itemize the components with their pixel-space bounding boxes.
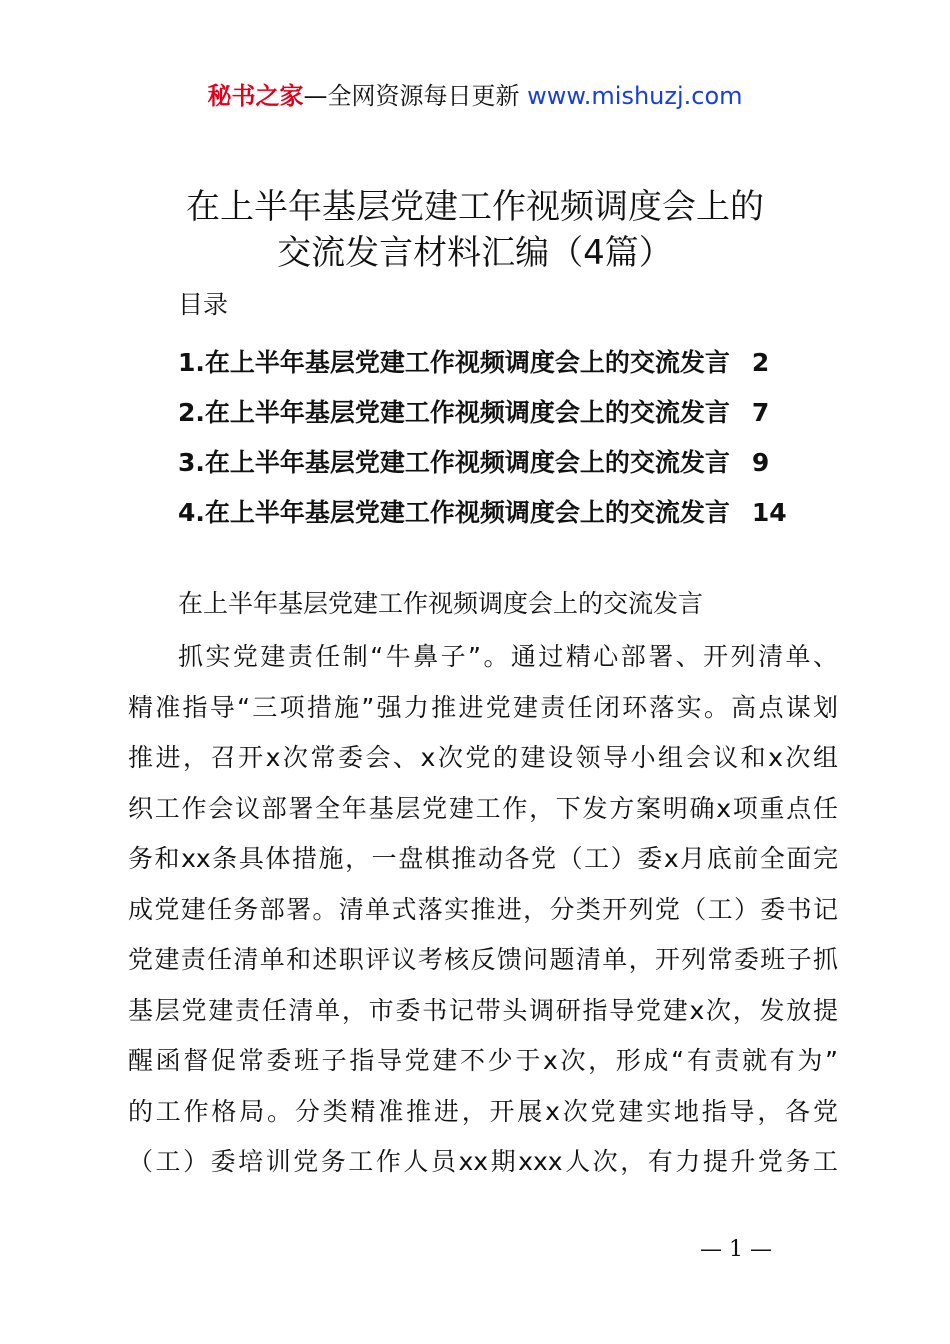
banner-url-link[interactable]: www.mishuzj.com	[527, 82, 743, 110]
body-line: 基层党建责任清单，市委书记带头调研指导党建x次，发放提	[128, 995, 838, 1025]
banner-brand: 秘书之家	[207, 82, 304, 110]
toc-item-page: 7	[751, 398, 770, 427]
body-line: 务和xx条具体措施，一盘棋推动各党（工）委x月底前全面完	[128, 844, 838, 873]
body-line: 织工作会议部署全年基层党建工作，下发方案明确x项重点任	[128, 793, 838, 823]
body-line: （工）委培训党务工作人员xx期xxx人次，有力提升党务工	[128, 1147, 838, 1176]
document-title	[0, 184, 950, 276]
toc-item-text: 2.在上半年基层党建工作视频调度会上的交流发言	[178, 398, 730, 427]
toc-item[interactable]	[178, 438, 838, 488]
table-of-contents	[178, 338, 838, 538]
document-title-line-2: 交流发言材料汇编（4篇）	[277, 233, 673, 273]
body-line: 抓实党建责任制“牛鼻子”。通过精心部署、开列清单、	[178, 642, 838, 671]
body-line: 推进，召开x次常委会、x次党的建设领导小组会议和x次组	[128, 743, 838, 772]
toc-item-text: 4.在上半年基层党建工作视频调度会上的交流发言	[178, 498, 730, 527]
body-line: 党建责任清单和述职评议考核反馈问题清单，开列常委班子抓	[128, 945, 838, 974]
section-title: 在上半年基层党建工作视频调度会上的交流发言	[178, 589, 704, 618]
banner-slogan: —全网资源每日更新	[303, 82, 520, 110]
toc-item[interactable]	[178, 338, 838, 388]
body-line: 精准指导“三项措施”强力推进党建责任闭环落实。高点谋划	[128, 692, 838, 722]
body-line: 成党建任务部署。清单式落实推进，分类开列党（工）委书记	[128, 894, 838, 924]
toc-item-page: 9	[751, 448, 770, 477]
toc-item-text: 1.在上半年基层党建工作视频调度会上的交流发言	[178, 348, 730, 377]
document-title-line-1: 在上半年基层党建工作视频调度会上的	[186, 187, 764, 227]
site-banner	[0, 80, 950, 112]
body-paragraph	[128, 632, 838, 1188]
toc-item[interactable]	[178, 388, 838, 438]
toc-item-text: 3.在上半年基层党建工作视频调度会上的交流发言	[178, 448, 730, 477]
toc-heading: 目录	[178, 290, 229, 319]
toc-item-page: 2	[751, 348, 770, 377]
page-number: — 1 —	[700, 1237, 772, 1262]
body-line: 醒函督促常委班子指导党建不少于x次，形成“有责就有为”	[128, 1046, 838, 1075]
toc-item-page: 14	[751, 498, 787, 527]
toc-item[interactable]	[178, 488, 838, 538]
body-line: 的工作格局。分类精准推进，开展x次党建实地指导，各党	[128, 1096, 838, 1126]
